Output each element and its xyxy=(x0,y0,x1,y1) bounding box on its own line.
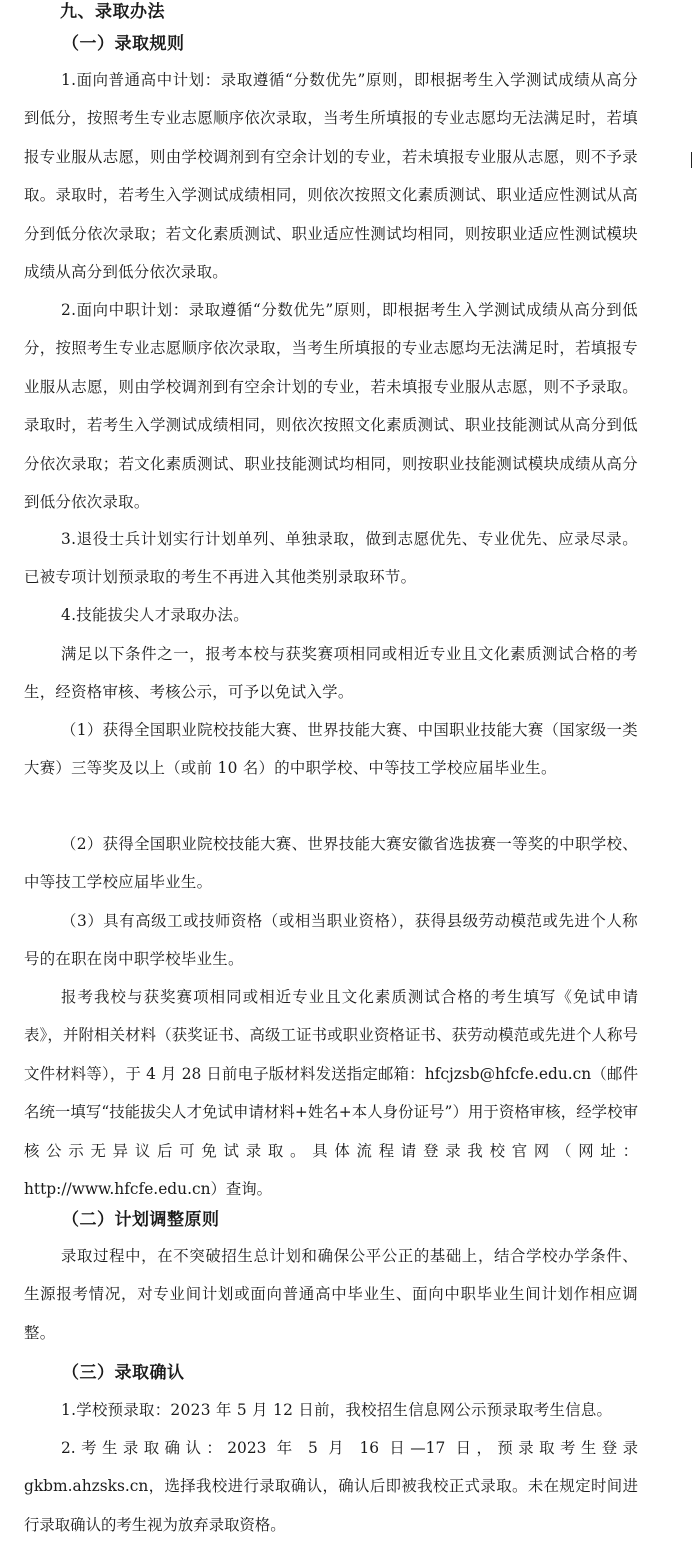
paragraph-condition-2: （2）获得全国职业院校技能大赛、世界技能大赛安徽省选拔赛一等奖的中职学校、中等技工学校应届毕业生。 xyxy=(24,835,638,892)
subsection-title-admission-rules: （一）录取规则 xyxy=(62,34,185,54)
paragraph-vocational-plan: 2.面向中职计划：录取遵循“分数优先”原则，即根据考生入学测试成绩从高分到低分，按照考生专业志愿顺序依次录取，当考生所填报的专业志愿均无法满足时，若填报专业服从志愿，则由学校调剂到有空余计划的专业，若未填报专业服从志愿，则不予录取。录取时，若考生入学测试成绩相同，则依次按照文化素质测试、职业技能测试从高分到低分依次录取；若文化素质测试、职业技能测试均相同，则按职业技能测试模块成绩从高分到低分依次录取。 xyxy=(24,301,638,512)
subsection-title-admission-confirmation: （三）录取确认 xyxy=(62,1363,185,1383)
paragraph-condition-1: （1）获得全国职业院校技能大赛、世界技能大赛、中国职业技能大赛（国家级一类大赛）三等奖及以上（或前 10 名）的中职学校、中等技工学校应届毕业生。 xyxy=(24,721,638,778)
subsection-title-plan-adjustment: （二）计划调整原则 xyxy=(62,1210,220,1230)
paragraph-general-high-school-plan: 1.面向普通高中计划：录取遵循“分数优先”原则，即根据考生入学测试成绩从高分到低分，按照考生专业志愿顺序依次录取，当考生所填报的专业志愿均无法满足时，若填报专业服从志愿，则由学校调剂到有空余计划的专业，若未填报专业服从志愿，则不予录取。录取时，若考生入学测试成绩相同，则依次按照文化素质测试、职业适应性测试从高分到低分依次录取；若文化素质测试、职业适应性测试均相同，则按职业适应性测试模块成绩从高分到低分依次录取。 xyxy=(24,71,638,282)
paragraph-skill-talent-conditions: 满足以下条件之一，报考本校与获奖赛项相同或相近专业且文化素质测试合格的考生，经资格审核、考核公示，可予以免试入学。 xyxy=(24,645,638,702)
paragraph-exemption-application: 报考我校与获奖赛项相同或相近专业且文化素质测试合格的考生填写《免试申请表》，并附相关材料（获奖证书、高级工证书或职业资格证书、获劳动模范或先进个人称号文件材料等），于 4 月 28 日前电子版材料发送指定邮箱：hfcjzsb@hfcfe.edu.cn（邮件名统一填写“技能拔尖人才免试申请材料+姓名+本人身份证号”）用于资格审核，经学校审核公示无异议后可免试录取。具体流程请登录我校官网（网址：http://www.hfcfe.edu.cn）查询。 xyxy=(24,988,638,1199)
paragraph-skill-talent-heading: 4.技能拔尖人才录取办法。 xyxy=(61,606,249,624)
section-title: 九、录取办法 xyxy=(60,2,165,22)
paragraph-admission-confirmation: 2.考生录取确认：2023 年 5 月 16 日—17 日，预录取考生登录 gkbm.ahzsks.cn，选择我校进行录取确认，确认后即被我校正式录取。未在规定时间进行录取确认的考生视为放弃录取资格。 xyxy=(24,1439,638,1534)
paragraph-veteran-plan: 3.退役士兵计划实行计划单列、单独录取，做到志愿优先、专业优先、应录尽录。已被专项计划预录取的考生不再进入其他类别录取环节。 xyxy=(24,530,638,587)
page-edge-mark xyxy=(691,152,692,168)
paragraph-pre-admission: 1.学校预录取：2023 年 5 月 12 日前，我校招生信息网公示预录取考生信息。 xyxy=(61,1401,613,1419)
paragraph-condition-3: （3）具有高级工或技师资格（或相当职业资格），获得县级劳动模范或先进个人称号的在职在岗中职学校毕业生。 xyxy=(24,912,638,969)
paragraph-plan-adjustment: 录取过程中，在不突破招生总计划和确保公平公正的基础上，结合学校办学条件、生源报考情况，对专业间计划或面向普通高中毕业生、面向中职毕业生间计划作相应调整。 xyxy=(24,1247,638,1342)
